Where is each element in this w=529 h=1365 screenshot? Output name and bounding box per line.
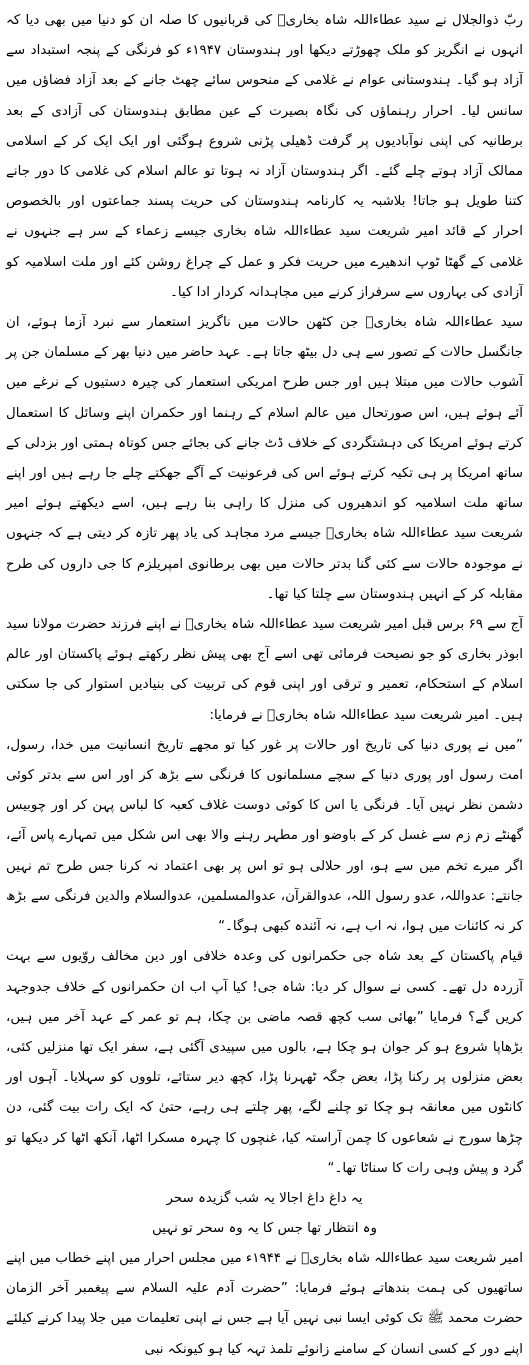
paragraph-freedom: ربّ ذوالجلال نے سید عطاءاللہ شاہ بخاریؒ کی قربانیوں کا صلہ ان کو دنیا میں بھی دیا کہ انہوں نے انگریز کو ملک چھوڑتے دیکھا اور ہندوستان ۱۹۴۷ء کو فرنگی کے پنجہ استبداد سے آزاد ہو گیا۔ ہندوستانی عوام نے غلامی کے منحوس سائے چھٹ جانے کے بعد آزاد فضاؤں میں سانس لیا۔ احرار رہنماؤں کی نگاہ بصیرت کے عین مطابق ہندوستان کی آزادی کے بعد برطانیہ کی اپنی نوآبادیوں پر گرفت ڈھیلی پڑنی شروع ہوگئی اور ایک ایک کر کے اسلامی ممالک آزاد ہوتے چلے گئے۔ اگر ہندوستان آزاد نہ ہوتا تو عالم اسلام کی غلامی کا دور جانے کتنا طویل ہو جاتا! بلاشبہ یہ کارنامہ ہندوستان کی حریت پسند جماعتوں اور بالخصوص احرار کے قائد امیر شریعت سید عطاءاللہ شاہ بخاری جیسے زعماء کے سر ہے جنہوں نے غلامی کے گھٹا ٹوپ اندھیرے میں حریت فکر و عمل کے چراغ روشن کئے اور ملت اسلامیہ کو آزادی کی بہاروں سے سرفراز کرنے میں مجاہدانہ کردار ادا کیا۔	[6, 13, 524, 300]
poetry-couplet	[6, 1184, 523, 1244]
couplet-line-1: یہ داغ داغ اجالا یہ شب گزیدہ سحر	[166, 1190, 363, 1206]
couplet-line-2: وہ انتظار تھا جس کا یہ وہ سحر تو نہیں	[151, 1220, 377, 1236]
paragraph-advice: آج سے ۶۹ برس قبل امیر شریعت سید عطاءاللہ شاہ بخاریؒ نے اپنے فرزند حضرت مولانا سید ابوذر بخاری کو جو نصیحت فرمائی تھی اسے آج بھی پیش نظر رکھتے ہوئے پاکستان اور عالم اسلام کے استحکام، تعمیر و ترقی اور اپنی قوم کی تربیت کی بنیادیں استوار کی جا سکتی ہیں۔ امیر شریعت سید عطاءاللہ شاہ بخاریؒ نے فرمایا:	[6, 617, 523, 723]
paragraph-after-partition: قیام پاکستان کے بعد شاہ جی حکمرانوں کی وعدہ خلافی اور دین مخالف روّیوں سے بہت آزردہ دل تھے۔ کسی نے سوال کر دیا: شاہ جی! کیا آپ اب ان حکمرانوں کے خلاف جدوجہد کریں گے؟ فرمایا ”بھائی سب کچھ قصہ ماضی بن چکا، ہم تو عمر کے عہد آخر میں ہیں، بڑھاپا شروع ہو کر جوان ہو چکا ہے، بالوں میں سپیدی آگئی ہے، سفر ایک تھا منزلیں کئی، بعض منزلوں پر رکنا پڑا، بعض جگہ ٹھہرنا پڑا، کچھ دیر ستائے، تلووں کو سہلایا۔ آہوں اور کانٹوں میں معانقہ ہو چکا تو چلنے لگے، پھر چلتے ہی رہے، حتیٰ کہ ایک رات بیت گئی، دن چڑھا سورج نے شعاعوں کا چمن آراستہ کیا، غنچوں کا چہرہ مسکرا اٹھا، آنکھ اٹھا کر دیکھا تو گرد و پیش وہی رات کا سناٹا تھا۔“	[6, 949, 523, 1176]
paragraph-conditions: سید عطاءاللہ شاہ بخاریؒ جن کٹھن حالات میں ناگریز استعمار سے نبرد آزما ہوئے، ان جانگسل حالات کے تصور سے ہی دل بیٹھ جاتا ہے۔ عہد حاضر میں دنیا بھر کے مسلمان جن پر آشوب حالات میں مبتلا ہیں اور جس طرح امریکی استعمار کی چیرہ دستیوں کے نرغے میں آئے ہوئے ہیں، اس صورتحال میں عالم اسلام کے رہنما اور حکمران اپنے وسائل کا استعمال کرتے ہوئے امریکا کی دہشتگردی کے خلاف ڈٹ جانے کی بجائے جس کوتاہ ہمتی اور بزدلی کے ساتھ امریکا پر ہی تکیہ کرتے ہوئے اس کی فرعونیت کے آگے جھکتے چلے جا رہے ہیں اور اپنے ساتھ ملت اسلامیہ کو اندھیروں کی منزل کا راہی بنا رہے ہیں، اسے دیکھتے ہوئے امیر شریعت سید عطاءاللہ شاہ بخاریؒ جیسے مرد مجاہد کی یاد پھر تازہ کر دیتی ہے کہ جنہوں نے موجودہ حالات سے کئی گنا بدتر حالات میں بھی برطانوی امپریلزم کا جی داروں کی طرح مقابلہ کر کے انہیں ہندوستان سے چلتا کیا تھا۔	[6, 315, 523, 602]
quote-paragraph: ”میں نے پوری دنیا کی تاریخ اور حالات پر غور کیا تو مجھے تاریخ انسانیت میں خدا، رسول، امت رسول اور پوری دنیا کے سچے مسلمانوں کا فرنگی سے بڑھ کر اور اس سے بدتر کوئی دشمن نظر نہیں آیا۔ فرنگی یا اس کا کوئی دوست غلاف کعبہ کا لباس پہن کر اور چوبیس گھنٹے زم زم سے غسل کر کے باوضو اور مطہر رہنے والا بھی اس شکل میں تمہارے پاس آئے، اگر میرے تخم میں سے ہو، اور حلالی ہو تو اس پر بھی اعتماد نہ کرنا جس طرح تم نہیں جانتے: عدواللہ، عدو رسول اللہ، عدوالقرآن، عدوالمسلمین، عدوالسلام والدین فرنگی سے بڑھ کر نہ کائنات میں ہوا، نہ اب ہے، نہ آئندہ کبھی ہوگا۔“	[6, 737, 523, 935]
paragraph-closing: امیر شریعت سید عطاءاللہ شاہ بخاریؒ نے ۱۹۴۴ء میں مجلس احرار میں اپنے خطاب میں اپنے ساتھیوں کی ہمت بندھاتے ہوئے فرمایا: ”حضرت آدم علیہ السلام سے پیغمبر آخر الزمان حضرت محمد ﷺ تک کوئی ایسا نبی نہیں آیا ہے جس نے اپنی تعلیمات میں جلا پیدا کرنے کیلئے اپنے دور کے کسی انسان کے سامنے زانوئے تلمذ تہہ کیا ہو کیونکہ نبی	[6, 1250, 523, 1357]
